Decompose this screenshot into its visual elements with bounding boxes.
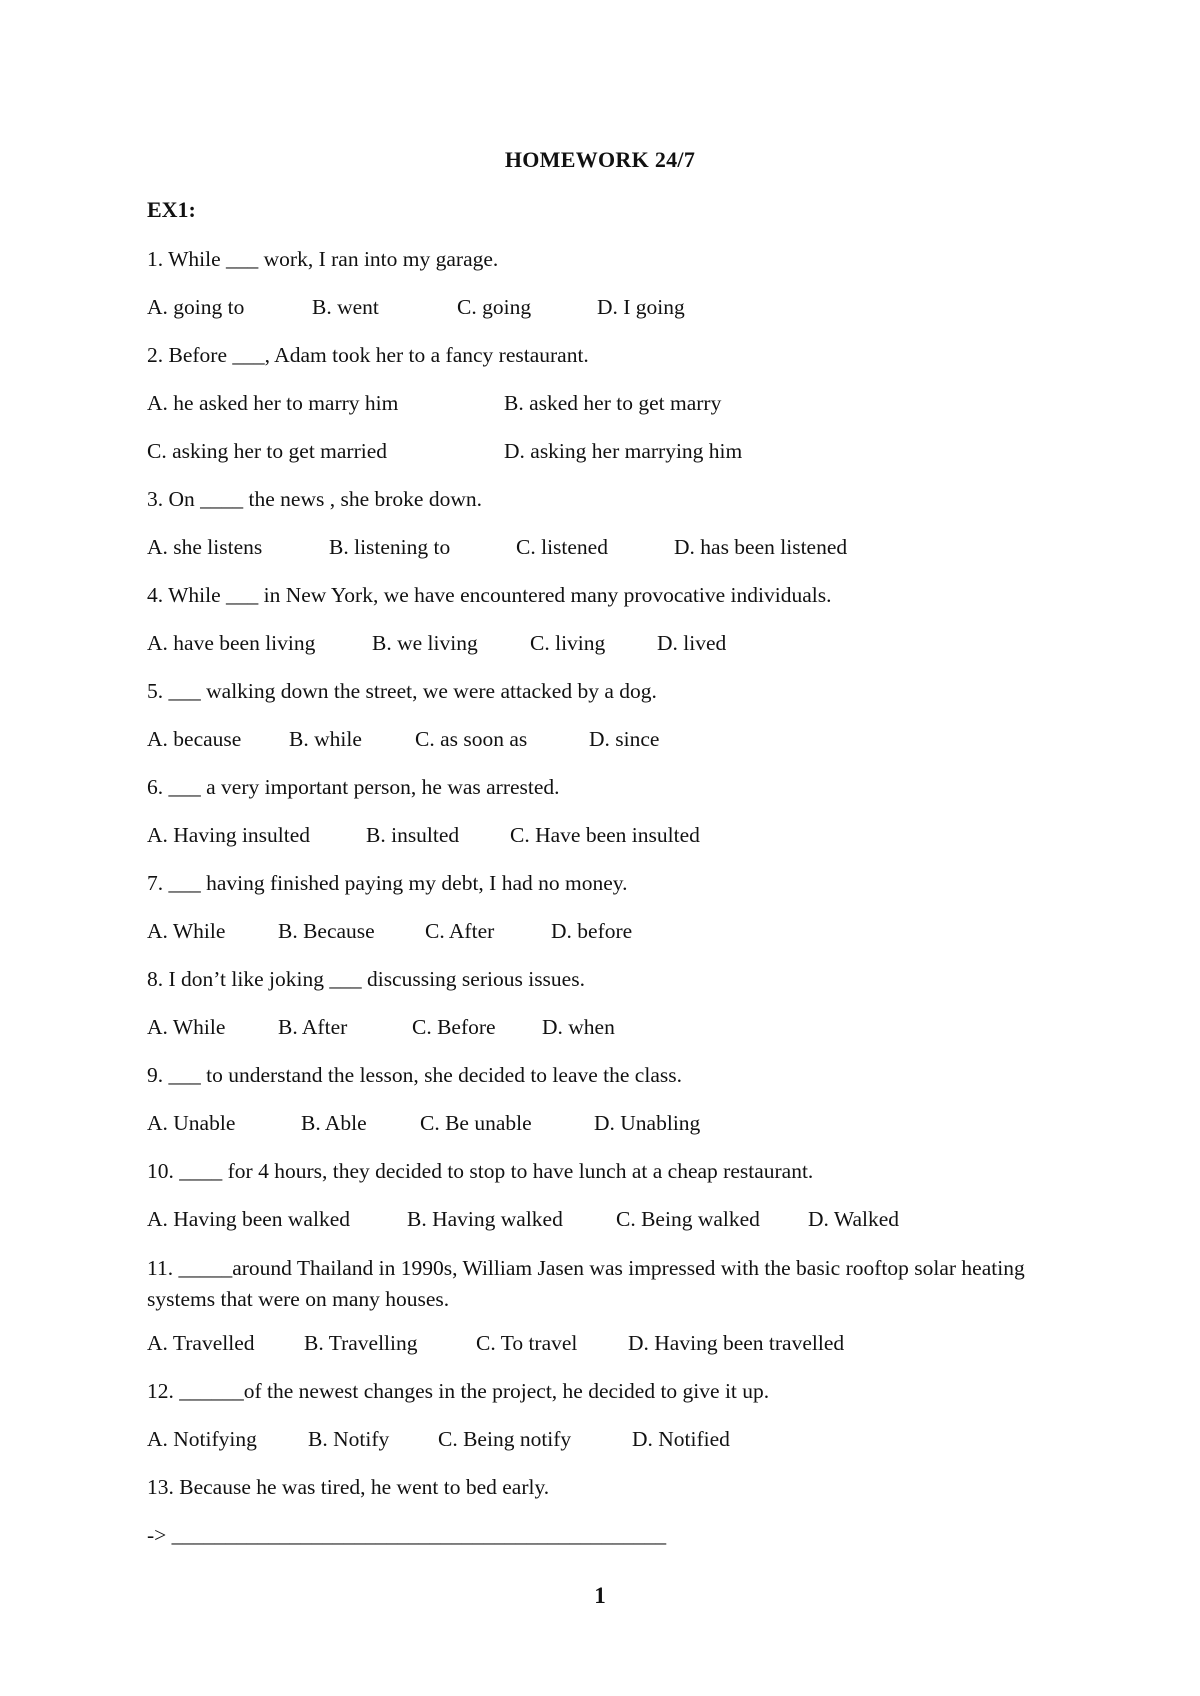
answer-option: D. asking her marrying him xyxy=(504,439,743,463)
answer-option: B. listening to xyxy=(329,535,451,559)
answer-option: B. while xyxy=(289,727,362,751)
answer-option: A. have been living xyxy=(147,631,316,655)
answer-option: B. Notify xyxy=(308,1427,390,1451)
answer-option: B. Travelling xyxy=(304,1331,418,1355)
answer-option: D. when xyxy=(542,1015,615,1039)
answer-option: A. because xyxy=(147,727,242,751)
answer-option: B. insulted xyxy=(366,823,460,847)
answer-option: C. asking her to get married xyxy=(147,439,388,463)
answer-option: D. Walked xyxy=(808,1207,900,1231)
option-row xyxy=(147,1425,1027,1453)
option-row xyxy=(147,1109,1027,1137)
answer-option: D. I going xyxy=(597,295,685,319)
section-heading: EX1: xyxy=(147,197,196,222)
answer-option: A. going to xyxy=(147,295,245,319)
answer-option: C. After xyxy=(425,919,495,943)
question-text: 4. While ___ in New York, we have encountered many provocative individuals. xyxy=(147,583,832,607)
question-text: 5. ___ walking down the street, we were attacked by a dog. xyxy=(147,679,657,703)
answer-option: B. After xyxy=(278,1015,348,1039)
option-row xyxy=(147,293,1027,321)
answer-option: A. Having been walked xyxy=(147,1207,350,1231)
answer-option: D. has been listened xyxy=(674,535,848,559)
answer-option: D. since xyxy=(589,727,660,751)
answer-option: B. Able xyxy=(301,1111,367,1135)
answer-option: D. before xyxy=(551,919,633,943)
option-row xyxy=(147,437,1027,465)
option-row xyxy=(147,533,1027,561)
question-text: 1. While ___ work, I ran into my garage. xyxy=(147,247,499,271)
answer-option: C. going xyxy=(457,295,532,319)
option-row xyxy=(147,725,1027,753)
option-row xyxy=(147,1013,1027,1041)
option-row xyxy=(147,1329,1027,1357)
option-row xyxy=(147,821,1027,849)
answer-option: C. listened xyxy=(516,535,608,559)
answer-option: C. Before xyxy=(412,1015,496,1039)
answer-option: C. as soon as xyxy=(415,727,528,751)
answer-option: B. Because xyxy=(278,919,375,943)
answer-option: C. To travel xyxy=(476,1331,578,1355)
question-text: 10. ____ for 4 hours, they decided to stop to have lunch at a cheap restaurant. xyxy=(147,1159,814,1183)
answer-option: D. Notified xyxy=(632,1427,730,1451)
answer-option: C. Being notify xyxy=(438,1427,572,1451)
question-text: 11. _____around Thailand in 1990s, William Jasen was impressed with the basic rooftop solar heating systems that were on many houses. xyxy=(147,1256,1025,1311)
question-text: 13. Because he was tired, he went to bed early. xyxy=(147,1475,550,1499)
exercise-content xyxy=(147,245,1027,1549)
question-text: 2. Before ___, Adam took her to a fancy restaurant. xyxy=(147,343,589,367)
answer-option: C. Being walked xyxy=(616,1207,760,1231)
answer-option: C. Be unable xyxy=(420,1111,532,1135)
document-title: HOMEWORK 24/7 xyxy=(504,147,696,172)
answer-option: B. we living xyxy=(372,631,478,655)
answer-option: B. asked her to get marry xyxy=(504,391,722,415)
question-text: 7. ___ having finished paying my debt, I had no money. xyxy=(147,871,628,895)
question-text: 8. I don’t like joking ___ discussing serious issues. xyxy=(147,967,585,991)
answer-option: D. Unabling xyxy=(594,1111,701,1135)
answer-option: D. lived xyxy=(657,631,727,655)
answer-option: A. she listens xyxy=(147,535,263,559)
answer-option: A. While xyxy=(147,919,226,943)
answer-option: A. Unable xyxy=(147,1111,236,1135)
option-row xyxy=(147,629,1027,657)
answer-option: B. Having walked xyxy=(407,1207,563,1231)
answer-option: A. he asked her to marry him xyxy=(147,391,399,415)
answer-blank-line: -> ______________________________________________ xyxy=(147,1523,667,1547)
option-row xyxy=(147,917,1027,945)
option-row xyxy=(147,1205,1027,1233)
answer-option: A. While xyxy=(147,1015,226,1039)
question-text: 9. ___ to understand the lesson, she decided to leave the class. xyxy=(147,1063,682,1087)
question-text: 6. ___ a very important person, he was arrested. xyxy=(147,775,560,799)
answer-option: A. Travelled xyxy=(147,1331,255,1355)
question-text: 3. On ____ the news , she broke down. xyxy=(147,487,482,511)
answer-option: C. living xyxy=(530,631,606,655)
answer-option: B. went xyxy=(312,295,379,319)
option-row xyxy=(147,389,1027,417)
answer-option: A. Notifying xyxy=(147,1427,257,1451)
answer-option: A. Having insulted xyxy=(147,823,311,847)
page-number: 1 xyxy=(594,1583,606,1608)
answer-option: D. Having been travelled xyxy=(628,1331,845,1355)
answer-option: C. Have been insulted xyxy=(510,823,700,847)
question-text: 12. ______of the newest changes in the project, he decided to give it up. xyxy=(147,1379,770,1403)
